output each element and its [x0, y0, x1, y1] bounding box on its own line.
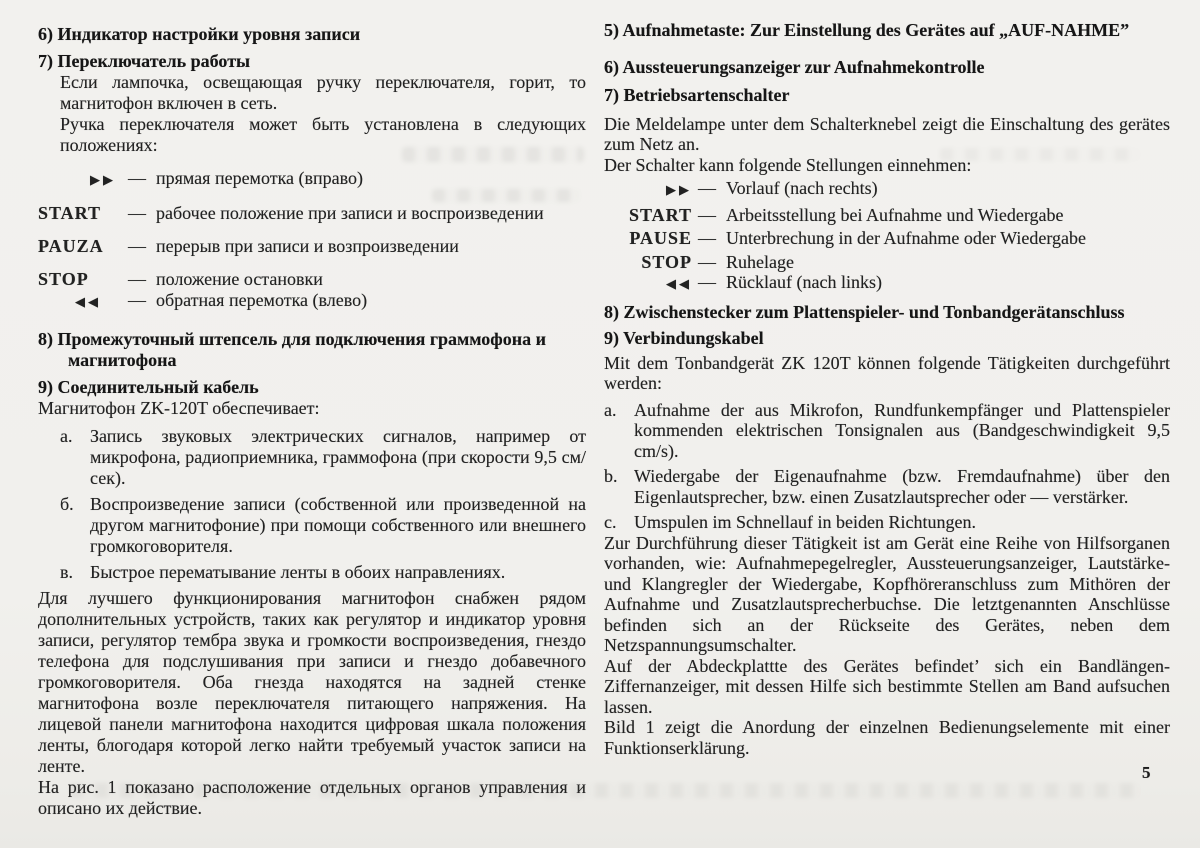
paragraph: Магнитофон ZK-120T обеспечивает:: [38, 398, 320, 418]
rewind-icon: ◀◀: [666, 277, 692, 292]
paragraph: Der Schalter kann folgende Stellungen einnehmen:: [604, 154, 972, 175]
paragraph: На рис. 1 показано расположение отдельных органов управления и описано их действие.: [38, 777, 586, 818]
switch-row-stop: [38, 269, 586, 290]
switch-row-rewind: [38, 290, 586, 313]
paragraph: Если лампочка, освещающая ручку переключателя, горит, то магнитофон включен в сеть.: [60, 72, 586, 113]
dash: —: [128, 269, 146, 289]
section-heading-5-de: 5) Aufnahmetaste: Zur Einstellung des Gerätes auf „AUF-NAHME”: [604, 20, 1130, 40]
paragraph: Для лучшего функционирования магнитофон снабжен рядом дополнительных устройств, таких как регулятор и индикатор уровня записи, регулятор тембра звука и громкости воспроизведения, гнездо телефона для подслушивания при записи и гнездо добавечного громкоговорителя. Оба гнезда находятся на задней стенке магнитофона возле переключателя питающего напряжения. На лицевой панели магнитофона находится цифровая шкала положения ленты, блогодаря которой легко найти требуемый участок записи на ленте.: [38, 588, 586, 776]
list-item-v-ru: [60, 562, 586, 583]
list-item-a-ru: [60, 426, 586, 489]
fast-forward-icon: ▶▶: [666, 183, 692, 198]
list-text: Воспроизведение записи (собственной или произведенной на другом магнитофоние) при помощи собственного или внешнего громкоговорителя.: [90, 494, 586, 556]
paragraph: Bild 1 zeigt die Anordung der einzelnen Bedienungselemente mit einer Funktionserklärung.: [604, 717, 1170, 758]
switch-row-forward: [604, 178, 1170, 202]
paragraph: Mit dem Tonbandgerät ZK 120T können folgende Tätigkeiten durchgeführt werden:: [604, 352, 1170, 393]
switch-row-desc: Arbeitsstellung bei Aufnahme und Wiedergabe: [726, 204, 1064, 225]
list-item-b-de: [604, 466, 1170, 507]
list-marker: а.: [60, 426, 73, 446]
dash: —: [698, 178, 716, 198]
switch-row-start: [38, 203, 586, 224]
dash: —: [698, 204, 716, 225]
paragraph: Die Meldelampe unter dem Schalterknebel zeigt die Einschaltung des gerätes zum Netz an.: [604, 113, 1170, 154]
german-column: [604, 20, 1170, 758]
dash: —: [128, 290, 146, 310]
mode-switch-list-ru: [38, 168, 586, 313]
switch-label: PAUSE: [629, 228, 692, 248]
switch-row-pauza: [38, 236, 586, 257]
switch-row-desc: прямая перемотка (вправо): [156, 168, 364, 188]
list-marker: c.: [604, 512, 617, 532]
dash: —: [128, 236, 146, 256]
list-text: Быстрое перематывание ленты в обоих направлениях.: [90, 562, 506, 582]
mode-switch-list-de: [604, 178, 1170, 296]
switch-row-forward: [38, 168, 586, 191]
section-heading-6-ru: 6) Индикатор настройки уровня записи: [38, 24, 361, 44]
list-text: Aufnahme der aus Mikrofon, Rundfunkempfänger und Plattenspieler kommenden elektrischen Tonsignalen aus (Bandgeschwindigkeit 9,5 cm/s).: [634, 399, 1170, 461]
list-marker: в.: [60, 562, 73, 582]
switch-row-desc: обратная перемотка (влево): [156, 290, 368, 310]
list-text: Umspulen im Schnellauf in beiden Richtungen.: [634, 512, 976, 532]
switch-row-desc: Ruhelage: [726, 251, 794, 272]
list-item-a-de: [604, 400, 1170, 462]
paragraph: Auf der Abdeckplattte des Gerätes befindet’ sich ein Bandlängen-Ziffernanzeiger, mit dessen Hilfe sich bestimmte Stellen am Band aufsuchen lassen.: [604, 655, 1170, 717]
section-heading-7-de: 7) Betriebsartenschalter: [604, 85, 790, 105]
list-marker: b.: [604, 466, 618, 486]
switch-row-desc: Unterbrechung in der Aufnahme oder Wiedergabe: [726, 228, 1086, 248]
list-text: Запись звуковых электрических сигналов, например от микрофона, радиоприемника, граммофона (при скорости 9,5 см/сек).: [90, 426, 586, 488]
switch-row-desc: рабочее положение при записи и воспроизведении: [156, 203, 544, 223]
switch-row-start: [604, 205, 1170, 226]
switch-row-desc: Vorlauf (nach rechts): [726, 178, 878, 198]
dash: —: [128, 168, 146, 188]
dash: —: [698, 272, 716, 292]
dash: —: [128, 203, 146, 223]
section-heading-9-ru: 9) Соединительный кабель: [38, 377, 259, 397]
switch-row-desc: перерыв при записи и возпроизведении: [156, 236, 459, 256]
switch-row-desc: положение остановки: [156, 269, 323, 289]
section-heading-8-ru: 8) Промежуточный штепсель для подключения граммофона и магнитофона: [38, 329, 546, 370]
list-item-b-ru: [60, 494, 586, 557]
switch-row-rewind: [604, 272, 1170, 296]
section-heading-9-de: 9) Verbindungskabel: [604, 328, 764, 348]
switch-label: STOP: [641, 251, 692, 272]
switch-label: STOP: [38, 269, 89, 289]
section-heading-7-ru: 7) Переключатель работы: [38, 51, 251, 71]
section-heading-8-de: 8) Zwischenstecker zum Plattenspieler- und Tonbandgerätanschluss: [604, 301, 1125, 322]
switch-label: PAUZA: [38, 236, 104, 256]
list-marker: a.: [604, 399, 617, 420]
switch-row-desc: Rücklauf (nach links): [726, 272, 882, 292]
paragraph: Ручка переключателя может быть установлена в следующих положениях:: [60, 114, 586, 155]
dash: —: [698, 228, 716, 248]
dash: —: [698, 251, 716, 272]
paragraph: Zur Durchführung dieser Tätigkeit ist am Gerät eine Reihe von Hilfsorganen vorhanden, wie: Aufnahmepegelregler, Aussteuerungsanzeiger, Lautstärke- und Klangregler der Wiedergabe, Kopfhöreranschluss zum Mithören der Aufnahme und Zusatzlautsprecherbuchse. Die letztgenannten Anschlüsse befinden sich an der Rückseite des Gerätes, neben dem Netzspannungsumschalter.: [604, 532, 1170, 655]
russian-column: [38, 24, 586, 819]
switch-label: START: [628, 204, 692, 225]
page-number: 5: [1142, 763, 1151, 782]
fast-forward-icon: ▶▶: [90, 173, 116, 188]
section-heading-6-de: 6) Aussteuerungsanzeiger zur Aufnahmekontrolle: [604, 56, 985, 77]
list-marker: б.: [60, 494, 74, 514]
list-text: Wiedergabe der Eigenaufnahme (bzw. Fremdaufnahme) über den Eigenlautsprecher, bzw. einen Zusatzlautsprecher oder — verstärker.: [634, 466, 1170, 507]
switch-row-pause: [604, 228, 1170, 249]
list-item-c-de: [604, 512, 1170, 533]
rewind-icon: ◀◀: [75, 295, 101, 310]
switch-label: START: [38, 203, 102, 223]
switch-row-stop: [604, 252, 1170, 273]
